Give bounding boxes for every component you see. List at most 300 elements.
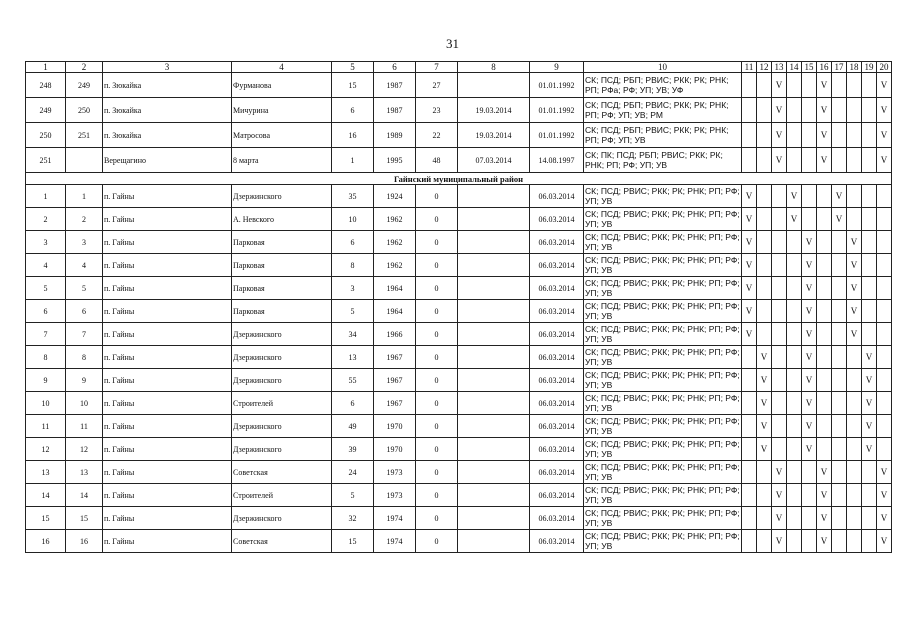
- period-mark-cell: [847, 461, 862, 484]
- period-mark-cell: [757, 123, 772, 148]
- period-mark-cell: V: [802, 323, 817, 346]
- work-types-cell: СК; ПСД; РВИС; РКК; РК; РНК; РП; РФ; УП; УВ: [585, 278, 740, 298]
- column-number-header: 3: [103, 62, 232, 73]
- period-mark-cell: [787, 123, 802, 148]
- street-cell: Дзержинского: [232, 185, 332, 208]
- house-number-cell: 13: [332, 346, 374, 369]
- period-mark-cell: V: [832, 185, 847, 208]
- settlement-cell: п. Зюкайка: [103, 123, 232, 148]
- period-mark-cell: [742, 438, 757, 461]
- registry-number-cell: 5: [66, 277, 103, 300]
- table-body-bottom: [26, 185, 892, 553]
- period-mark-cell: V: [802, 438, 817, 461]
- house-number-cell: 10: [332, 208, 374, 231]
- house-number-cell: 24: [332, 461, 374, 484]
- period-mark-cell: [847, 369, 862, 392]
- date-cell: 19.03.2014: [458, 98, 530, 123]
- period-mark-cell: [787, 530, 802, 553]
- period-mark-cell: [757, 484, 772, 507]
- period-mark-cell: V: [877, 123, 892, 148]
- period-mark-cell: [742, 530, 757, 553]
- date-cell: 06.03.2014: [530, 530, 584, 553]
- period-mark-cell: [757, 461, 772, 484]
- period-mark-cell: [862, 254, 877, 277]
- year-built-cell: 1967: [374, 346, 416, 369]
- table-row: [26, 438, 892, 461]
- settlement-cell: п. Гайны: [103, 300, 232, 323]
- period-mark-cell: V: [877, 484, 892, 507]
- period-mark-cell: [847, 392, 862, 415]
- registry-number-cell: 13: [66, 461, 103, 484]
- period-mark-cell: [772, 369, 787, 392]
- registry-number-cell: 8: [66, 346, 103, 369]
- date-cell: [458, 277, 530, 300]
- period-mark-cell: V: [742, 323, 757, 346]
- street-cell: Советская: [232, 530, 332, 553]
- work-types-cell: СК; ПСД; РВИС; РКК; РК; РНК; РП; РФ; УП; УВ: [585, 255, 740, 275]
- period-mark-cell: [757, 323, 772, 346]
- work-types-cell: СК; ПСД; РВИС; РКК; РК; РНК; РП; РФ; УП; УВ: [585, 370, 740, 390]
- column-number-header: 16: [817, 62, 832, 73]
- period-mark-cell: [847, 438, 862, 461]
- house-number-cell: 6: [332, 392, 374, 415]
- period-mark-cell: V: [757, 415, 772, 438]
- period-mark-cell: [742, 369, 757, 392]
- period-mark-cell: [862, 98, 877, 123]
- date-cell: 06.03.2014: [530, 346, 584, 369]
- period-mark-cell: [802, 123, 817, 148]
- house-number-cell: 55: [332, 369, 374, 392]
- table-row: [26, 415, 892, 438]
- period-mark-cell: [862, 484, 877, 507]
- year-built-cell: 1989: [374, 123, 416, 148]
- row-number-cell: 16: [26, 530, 66, 553]
- house-number-cell: 15: [332, 530, 374, 553]
- row-number-cell: 12: [26, 438, 66, 461]
- table-row: [26, 208, 892, 231]
- table-row: [26, 148, 892, 173]
- settlement-cell: п. Гайны: [103, 185, 232, 208]
- period-mark-cell: [847, 148, 862, 173]
- row-number-cell: 13: [26, 461, 66, 484]
- period-mark-cell: [847, 415, 862, 438]
- wear-percent-cell: 0: [416, 185, 458, 208]
- period-mark-cell: [817, 300, 832, 323]
- period-mark-cell: V: [742, 185, 757, 208]
- period-mark-cell: [847, 530, 862, 553]
- period-mark-cell: V: [862, 392, 877, 415]
- period-mark-cell: [862, 461, 877, 484]
- table-row: [26, 323, 892, 346]
- period-mark-cell: V: [742, 254, 757, 277]
- period-mark-cell: [817, 254, 832, 277]
- period-mark-cell: [832, 123, 847, 148]
- work-types-cell: СК; ПСД; РВИС; РКК; РК; РНК; РП; РФ; УП; УВ: [585, 324, 740, 344]
- work-types-cell: СК; ПК; ПСД; РБП; РВИС; РКК; РК; РНК; РП; РФ; УП; УВ: [584, 148, 742, 173]
- settlement-cell: п. Гайны: [103, 507, 232, 530]
- street-cell: Дзержинского: [232, 507, 332, 530]
- period-mark-cell: V: [877, 73, 892, 98]
- column-number-header: 4: [232, 62, 332, 73]
- row-number-cell: 248: [26, 73, 66, 98]
- registry-number-cell: [66, 148, 103, 173]
- date-cell: 06.03.2014: [530, 415, 584, 438]
- period-mark-cell: V: [817, 507, 832, 530]
- work-types-cell: СК; ПСД; РБП; РВИС; РКК; РК; РНК; РП; РФ; УП; УВ; РМ: [584, 98, 742, 123]
- period-mark-cell: V: [847, 231, 862, 254]
- date-cell: 06.03.2014: [530, 254, 584, 277]
- column-number-header: 13: [772, 62, 787, 73]
- year-built-cell: 1974: [374, 507, 416, 530]
- date-cell: 07.03.2014: [458, 148, 530, 173]
- date-cell: 06.03.2014: [530, 438, 584, 461]
- row-number-cell: 8: [26, 346, 66, 369]
- period-mark-cell: [817, 369, 832, 392]
- period-mark-cell: [817, 415, 832, 438]
- row-number-cell: 15: [26, 507, 66, 530]
- period-mark-cell: [757, 507, 772, 530]
- settlement-cell: п. Гайны: [103, 484, 232, 507]
- date-cell: 06.03.2014: [530, 185, 584, 208]
- period-mark-cell: V: [772, 461, 787, 484]
- registry-number-cell: 7: [66, 323, 103, 346]
- column-number-header: 10: [584, 62, 742, 73]
- period-mark-cell: [877, 323, 892, 346]
- work-types-cell: СК; ПСД; РВИС; РКК; РК; РНК; РП; РФ; УП; УВ: [585, 393, 740, 413]
- wear-percent-cell: 0: [416, 415, 458, 438]
- period-mark-cell: [847, 507, 862, 530]
- work-types-cell: СК; ПСД; РБП; РВИС; РКК; РК; РНК; РП; РФ; УП; УВ: [584, 123, 742, 148]
- street-cell: Строителей: [232, 484, 332, 507]
- period-mark-cell: [832, 254, 847, 277]
- date-cell: [458, 300, 530, 323]
- period-mark-cell: [862, 231, 877, 254]
- period-mark-cell: [817, 392, 832, 415]
- column-number-header: 20: [877, 62, 892, 73]
- period-mark-cell: [787, 484, 802, 507]
- date-cell: [458, 461, 530, 484]
- section-title: Гайнский муниципальный район: [26, 173, 892, 185]
- period-mark-cell: V: [772, 123, 787, 148]
- period-mark-cell: V: [802, 392, 817, 415]
- year-built-cell: 1962: [374, 231, 416, 254]
- period-mark-cell: [847, 484, 862, 507]
- period-mark-cell: V: [802, 254, 817, 277]
- period-mark-cell: [817, 208, 832, 231]
- date-cell: 06.03.2014: [530, 461, 584, 484]
- registry-number-cell: 9: [66, 369, 103, 392]
- row-number-cell: 11: [26, 415, 66, 438]
- row-number-cell: 1: [26, 185, 66, 208]
- year-built-cell: 1964: [374, 277, 416, 300]
- period-mark-cell: [847, 185, 862, 208]
- row-number-cell: 6: [26, 300, 66, 323]
- period-mark-cell: [757, 185, 772, 208]
- period-mark-cell: [757, 208, 772, 231]
- wear-percent-cell: 0: [416, 300, 458, 323]
- wear-percent-cell: 27: [416, 73, 458, 98]
- date-cell: [458, 415, 530, 438]
- wear-percent-cell: 0: [416, 208, 458, 231]
- settlement-cell: п. Гайны: [103, 415, 232, 438]
- period-mark-cell: [787, 438, 802, 461]
- period-mark-cell: V: [817, 530, 832, 553]
- year-built-cell: 1973: [374, 461, 416, 484]
- period-mark-cell: V: [817, 73, 832, 98]
- row-number-cell: 4: [26, 254, 66, 277]
- row-number-cell: 7: [26, 323, 66, 346]
- period-mark-cell: [742, 148, 757, 173]
- date-cell: [458, 507, 530, 530]
- period-mark-cell: V: [802, 369, 817, 392]
- house-number-cell: 1: [332, 148, 374, 173]
- period-mark-cell: [757, 300, 772, 323]
- page-number: 31: [446, 36, 459, 51]
- period-mark-cell: [862, 123, 877, 148]
- street-cell: Дзержинского: [232, 346, 332, 369]
- registry-number-cell: 3: [66, 231, 103, 254]
- period-mark-cell: [787, 346, 802, 369]
- year-built-cell: 1970: [374, 438, 416, 461]
- table-row: [26, 392, 892, 415]
- period-mark-cell: [787, 392, 802, 415]
- date-cell: 06.03.2014: [530, 507, 584, 530]
- period-mark-cell: [787, 369, 802, 392]
- date-cell: 06.03.2014: [530, 277, 584, 300]
- period-mark-cell: V: [877, 507, 892, 530]
- period-mark-cell: [862, 208, 877, 231]
- period-mark-cell: [742, 392, 757, 415]
- period-mark-cell: [862, 323, 877, 346]
- period-mark-cell: [787, 73, 802, 98]
- year-built-cell: 1962: [374, 208, 416, 231]
- registry-number-cell: 6: [66, 300, 103, 323]
- street-cell: А. Невского: [232, 208, 332, 231]
- period-mark-cell: V: [817, 98, 832, 123]
- period-mark-cell: [877, 346, 892, 369]
- column-number-header: 11: [742, 62, 757, 73]
- period-mark-cell: V: [787, 185, 802, 208]
- settlement-cell: Верещагино: [103, 148, 232, 173]
- period-mark-cell: [757, 231, 772, 254]
- date-cell: [458, 392, 530, 415]
- wear-percent-cell: 0: [416, 369, 458, 392]
- registry-number-cell: 10: [66, 392, 103, 415]
- work-types-cell: СК; ПСД; РВИС; РКК; РК; РНК; РП; РФ; УП; УВ: [585, 462, 740, 482]
- period-mark-cell: [862, 148, 877, 173]
- period-mark-cell: [832, 73, 847, 98]
- wear-percent-cell: 0: [416, 277, 458, 300]
- row-number-cell: 5: [26, 277, 66, 300]
- house-number-cell: 6: [332, 231, 374, 254]
- period-mark-cell: V: [742, 231, 757, 254]
- date-cell: 06.03.2014: [530, 369, 584, 392]
- period-mark-cell: [772, 208, 787, 231]
- row-number-cell: 251: [26, 148, 66, 173]
- registry-number-cell: 249: [66, 73, 103, 98]
- year-built-cell: 1974: [374, 530, 416, 553]
- date-cell: [458, 323, 530, 346]
- date-cell: [458, 73, 530, 98]
- column-number-header: 14: [787, 62, 802, 73]
- year-built-cell: 1962: [374, 254, 416, 277]
- period-mark-cell: [847, 123, 862, 148]
- street-cell: Фурманова: [232, 73, 332, 98]
- year-built-cell: 1967: [374, 392, 416, 415]
- street-cell: Дзержинского: [232, 323, 332, 346]
- wear-percent-cell: 0: [416, 438, 458, 461]
- period-mark-cell: [802, 507, 817, 530]
- registry-number-cell: 11: [66, 415, 103, 438]
- registry-number-cell: 251: [66, 123, 103, 148]
- row-number-cell: 3: [26, 231, 66, 254]
- wear-percent-cell: 22: [416, 123, 458, 148]
- period-mark-cell: V: [877, 98, 892, 123]
- date-cell: 14.08.1997: [530, 148, 584, 173]
- period-mark-cell: V: [757, 438, 772, 461]
- column-number-header: 8: [458, 62, 530, 73]
- period-mark-cell: V: [817, 484, 832, 507]
- work-types-cell: СК; ПСД; РВИС; РКК; РК; РНК; РП; РФ; УП; УВ: [585, 416, 740, 436]
- period-mark-cell: [862, 185, 877, 208]
- period-mark-cell: [832, 369, 847, 392]
- date-cell: 01.01.1992: [530, 73, 584, 98]
- work-types-cell: СК; ПСД; РВИС; РКК; РК; РНК; РП; РФ; УП; УВ: [585, 439, 740, 459]
- period-mark-cell: [757, 254, 772, 277]
- column-number-header: 6: [374, 62, 416, 73]
- wear-percent-cell: 23: [416, 98, 458, 123]
- period-mark-cell: [832, 148, 847, 173]
- registry-number-cell: 2: [66, 208, 103, 231]
- period-mark-cell: V: [802, 277, 817, 300]
- table-row: [26, 277, 892, 300]
- date-cell: [458, 346, 530, 369]
- period-mark-cell: [742, 415, 757, 438]
- house-number-cell: 34: [332, 323, 374, 346]
- period-mark-cell: [772, 254, 787, 277]
- period-mark-cell: V: [742, 277, 757, 300]
- period-mark-cell: V: [862, 438, 877, 461]
- wear-percent-cell: 0: [416, 254, 458, 277]
- wear-percent-cell: 0: [416, 507, 458, 530]
- period-mark-cell: [757, 148, 772, 173]
- row-number-cell: 14: [26, 484, 66, 507]
- period-mark-cell: V: [817, 123, 832, 148]
- street-cell: Парковая: [232, 300, 332, 323]
- period-mark-cell: [742, 461, 757, 484]
- period-mark-cell: [862, 530, 877, 553]
- year-built-cell: 1964: [374, 300, 416, 323]
- period-mark-cell: V: [757, 369, 772, 392]
- period-mark-cell: [772, 438, 787, 461]
- period-mark-cell: [877, 392, 892, 415]
- period-mark-cell: [787, 231, 802, 254]
- date-cell: [458, 254, 530, 277]
- period-mark-cell: [787, 507, 802, 530]
- wear-percent-cell: 0: [416, 461, 458, 484]
- period-mark-cell: [802, 73, 817, 98]
- column-number-header: 18: [847, 62, 862, 73]
- house-number-cell: 5: [332, 484, 374, 507]
- period-mark-cell: [832, 392, 847, 415]
- period-mark-cell: [742, 484, 757, 507]
- period-mark-cell: V: [877, 530, 892, 553]
- column-number-header: 5: [332, 62, 374, 73]
- period-mark-cell: V: [772, 507, 787, 530]
- date-cell: [458, 231, 530, 254]
- period-mark-cell: [832, 98, 847, 123]
- table-row: [26, 530, 892, 553]
- period-mark-cell: V: [802, 346, 817, 369]
- period-mark-cell: [847, 346, 862, 369]
- table-row: [26, 73, 892, 98]
- period-mark-cell: [757, 73, 772, 98]
- date-cell: 06.03.2014: [530, 323, 584, 346]
- period-mark-cell: V: [772, 148, 787, 173]
- settlement-cell: п. Гайны: [103, 438, 232, 461]
- period-mark-cell: [802, 148, 817, 173]
- registry-number-cell: 15: [66, 507, 103, 530]
- street-cell: Мичурина: [232, 98, 332, 123]
- street-cell: Советская: [232, 461, 332, 484]
- table-row: [26, 461, 892, 484]
- house-number-cell: 35: [332, 185, 374, 208]
- period-mark-cell: [757, 98, 772, 123]
- period-mark-cell: [772, 277, 787, 300]
- wear-percent-cell: 0: [416, 530, 458, 553]
- settlement-cell: п. Гайны: [103, 231, 232, 254]
- period-mark-cell: V: [787, 208, 802, 231]
- settlement-cell: п. Гайны: [103, 323, 232, 346]
- period-mark-cell: V: [847, 254, 862, 277]
- period-mark-cell: [877, 415, 892, 438]
- year-built-cell: 1924: [374, 185, 416, 208]
- house-number-cell: 39: [332, 438, 374, 461]
- period-mark-cell: [817, 438, 832, 461]
- work-types-cell: СК; ПСД; РВИС; РКК; РК; РНК; РП; РФ; УП; УВ: [585, 531, 740, 551]
- period-mark-cell: [802, 530, 817, 553]
- period-mark-cell: V: [847, 277, 862, 300]
- period-mark-cell: [787, 300, 802, 323]
- table-row: [26, 346, 892, 369]
- period-mark-cell: [862, 277, 877, 300]
- column-number-header: 2: [66, 62, 103, 73]
- period-mark-cell: V: [817, 148, 832, 173]
- period-mark-cell: [787, 148, 802, 173]
- period-mark-cell: [757, 277, 772, 300]
- date-cell: [458, 484, 530, 507]
- work-types-cell: СК; ПСД; РВИС; РКК; РК; РНК; РП; РФ; УП; УВ: [585, 186, 740, 206]
- period-mark-cell: [802, 98, 817, 123]
- year-built-cell: 1967: [374, 369, 416, 392]
- period-mark-cell: V: [802, 415, 817, 438]
- registry-number-cell: 1: [66, 185, 103, 208]
- column-number-header: 1: [26, 62, 66, 73]
- year-built-cell: 1995: [374, 148, 416, 173]
- period-mark-cell: [787, 254, 802, 277]
- table-body-top: [26, 73, 892, 173]
- table-row: [26, 98, 892, 123]
- settlement-cell: п. Гайны: [103, 346, 232, 369]
- period-mark-cell: V: [847, 323, 862, 346]
- row-number-cell: 250: [26, 123, 66, 148]
- period-mark-cell: [862, 300, 877, 323]
- period-mark-cell: [877, 208, 892, 231]
- year-built-cell: 1987: [374, 73, 416, 98]
- period-mark-cell: [847, 73, 862, 98]
- work-types-cell: СК; ПСД; РВИС; РКК; РК; РНК; РП; РФ; УП; УВ: [585, 508, 740, 528]
- period-mark-cell: V: [877, 148, 892, 173]
